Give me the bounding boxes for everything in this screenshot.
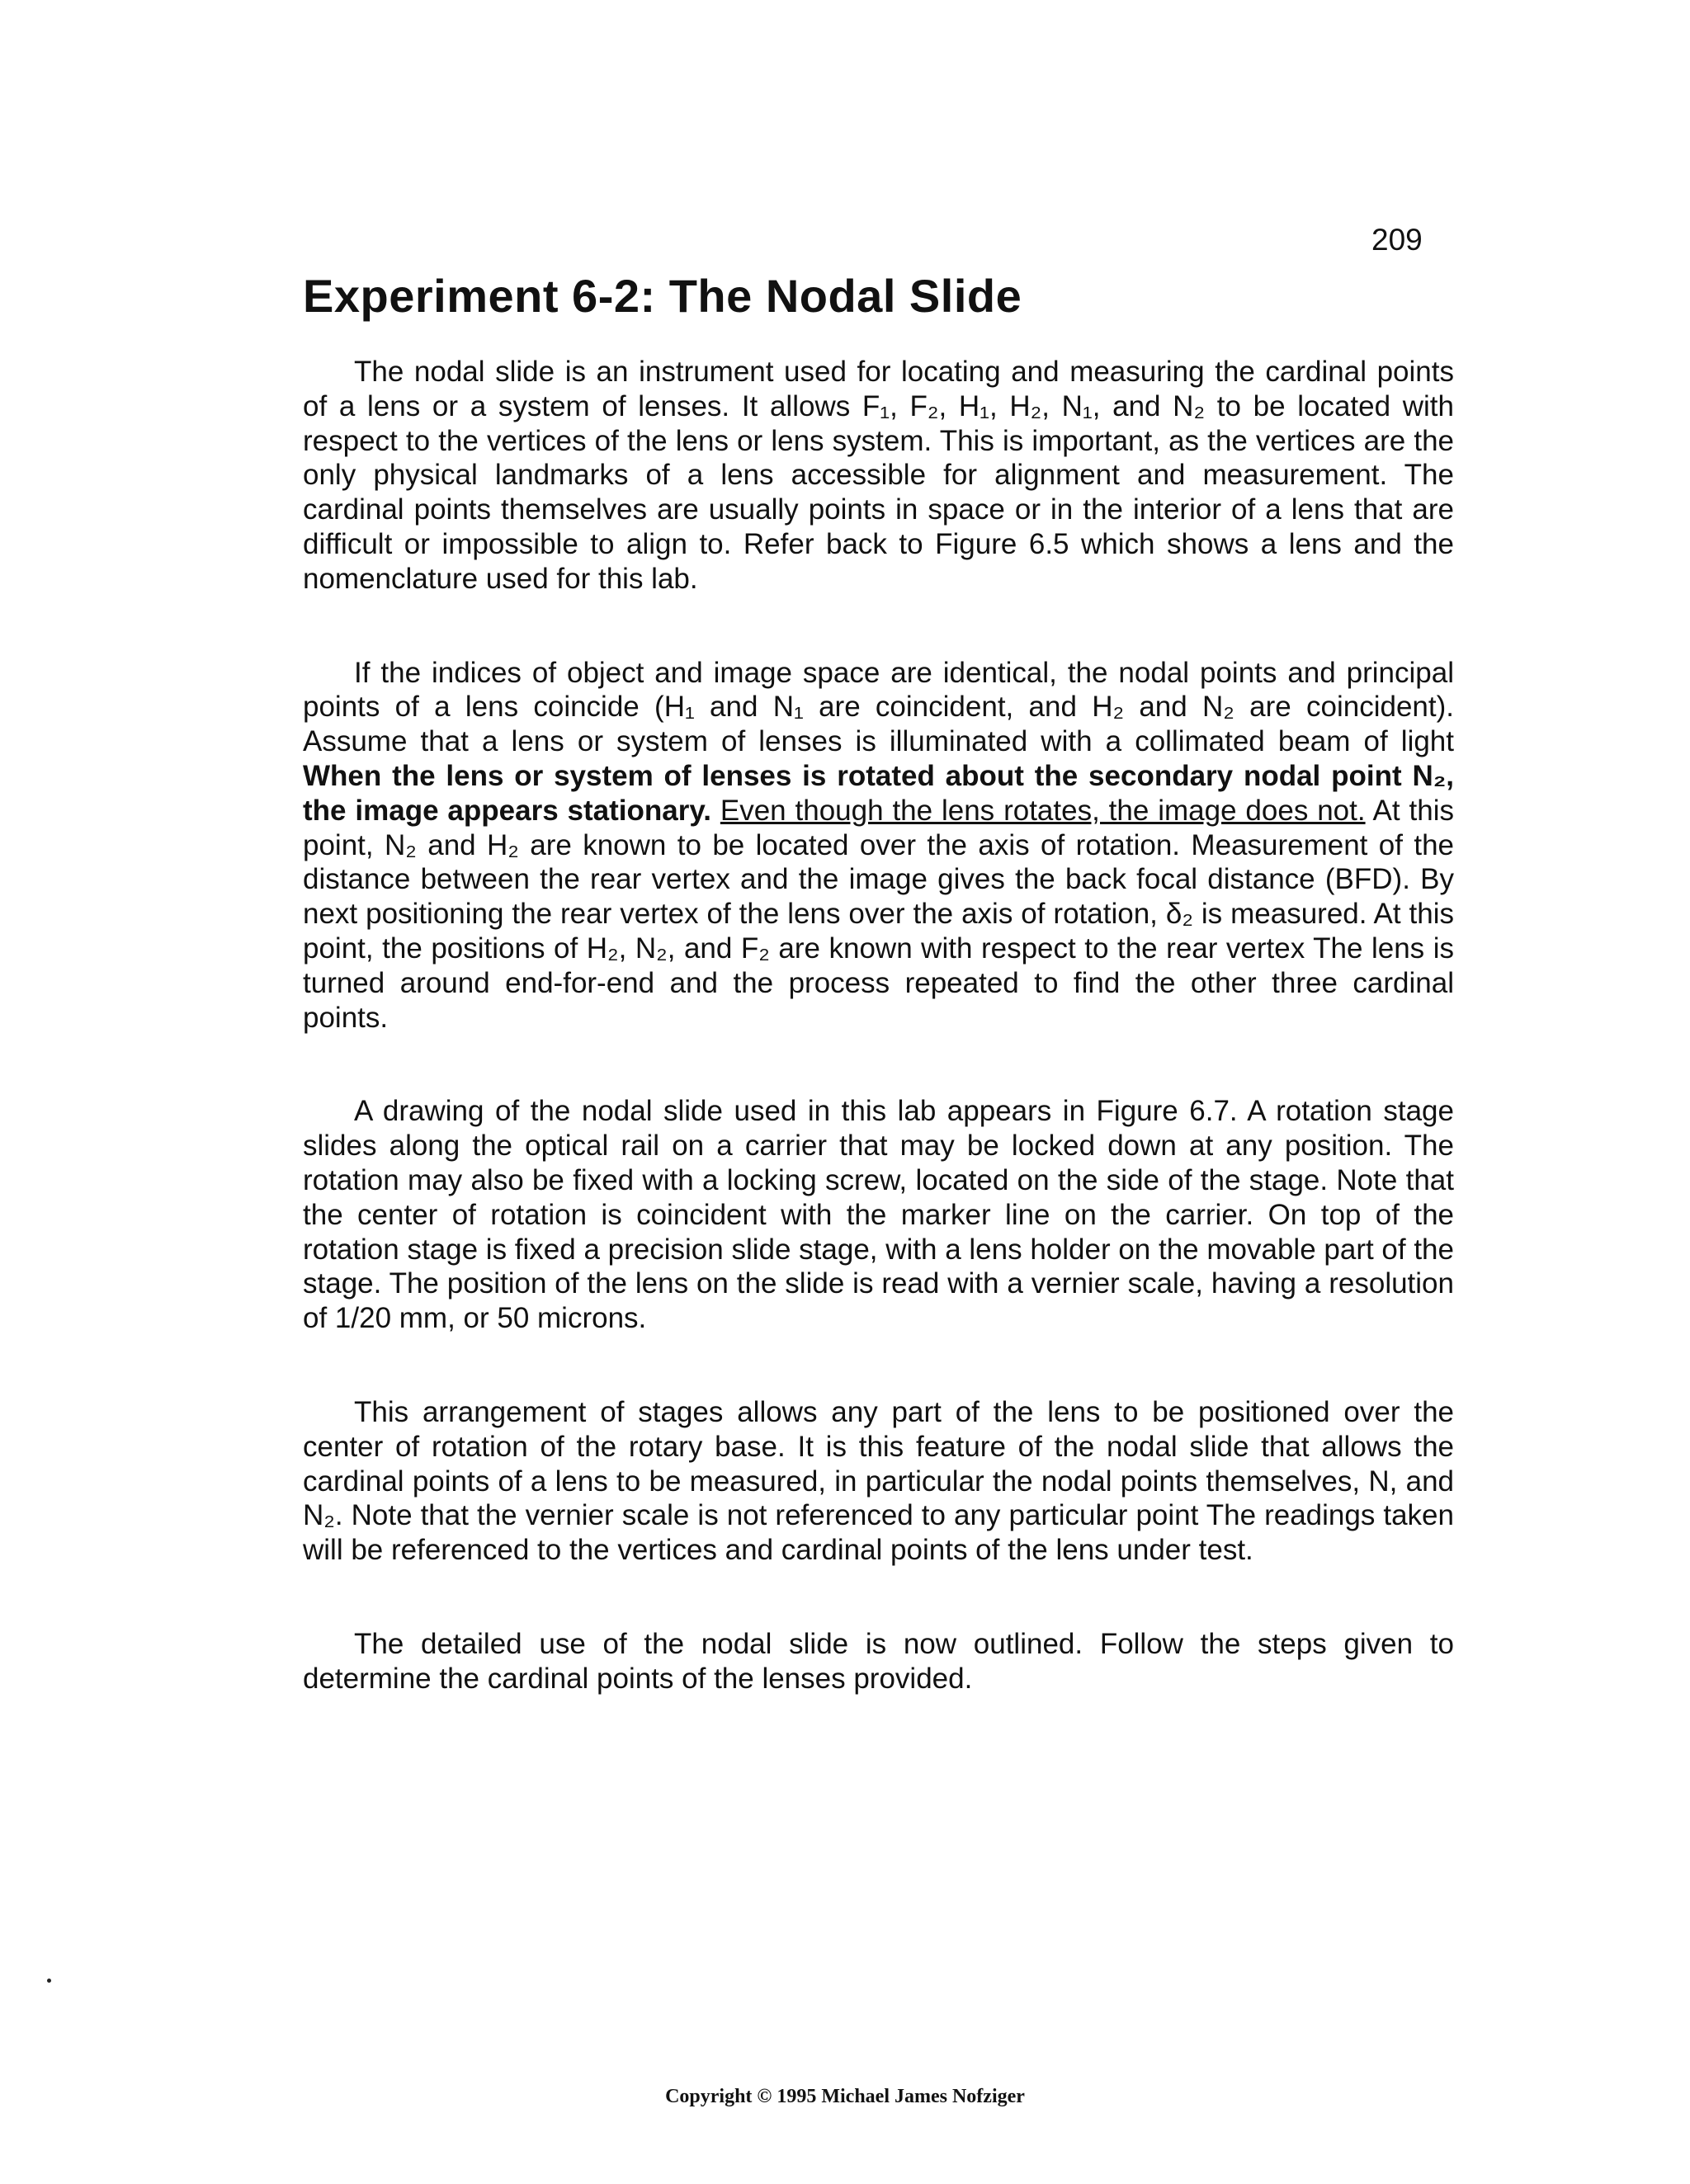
paragraph-principle-part1: If the indices of object and image space are identical, the nodal points and principal points of a lens coincide (H₁ and N₁ are coincident, and H₂ and N₂ are coincident). Assume that a lens or system of lenses is illuminated with a collimated beam of light — [303, 656, 1454, 758]
copyright-notice: Copyright © 1995 Michael James Nofziger — [665, 2086, 1025, 2107]
paragraph-principle-part5: At this point, N₂ and H₂ are known to be located over the axis of rotation. Measurement of the distance between the rear vertex and the image gives the back focal distance (BFD). By next positioning the rear vertex of the lens over the axis of rotation, δ₂ is measured. At this point, the positions of H₂, N₂, and F₂ are known with respect to the rear vertex The lens is turned around end-for-end and the process repeated to find the other three cardinal points. — [303, 794, 1454, 1034]
page-title: Experiment 6-2: The Nodal Slide — [303, 270, 1022, 322]
paragraph-principle — [303, 656, 1454, 1035]
page-number: 209 — [1371, 223, 1423, 257]
paragraph-arrangement: This arrangement of stages allows any part of the lens to be positioned over the center of rotation of the rotary base. It is this feature of the nodal slide that allows the cardinal points of a lens to be measured, in particular the nodal points themselves, N, and N₂. Note that the vernier scale is not referenced to any particular point The readings taken will be referenced to the vertices and cardinal points of the lens under test. — [303, 1395, 1454, 1567]
underlined-sentence: Even though the lens rotates, the image does not. — [720, 794, 1366, 827]
body-text — [303, 355, 1454, 1756]
paragraph-principle-part3 — [711, 795, 720, 827]
paragraph-outline: The detailed use of the nodal slide is now outlined. Follow the steps given to determine the cardinal points of the lenses provided. — [303, 1627, 1454, 1695]
stray-mark — [47, 1979, 51, 1983]
paragraph-drawing: A drawing of the nodal slide used in this lab appears in Figure 6.7. A rotation stage slides along the optical rail on a carrier that may be locked down at any position. The rotation may also be fixed with a locking screw, located on the side of the stage. Note that the center of rotation is coincident with the marker line on the carrier. On top of the rotation stage is fixed a precision slide stage, with a lens holder on the movable part of the stage. The position of the lens on the slide is read with a vernier scale, having a resolution of 1/20 mm, or 50 microns. — [303, 1095, 1454, 1335]
paragraph-intro: The nodal slide is an instrument used for locating and measuring the cardinal points of a lens or a system of lenses. It allows F₁, F₂, H₁, H₂, N₁, and N₂ to be located with respect to the vertices of the lens or lens system. This is important, as the vertices are the only physical landmarks of a lens accessible for alignment and measurement. The cardinal points themselves are usually points in space or in the interior of a lens that are difficult or impossible to align to. Refer back to Figure 6.5 which shows a lens and the nomenclature used for this lab. — [303, 356, 1454, 595]
emphasized-sentence: When the lens or system of lenses is rotated about the secondary nodal point N₂, the image appears stationary. — [303, 759, 1454, 827]
